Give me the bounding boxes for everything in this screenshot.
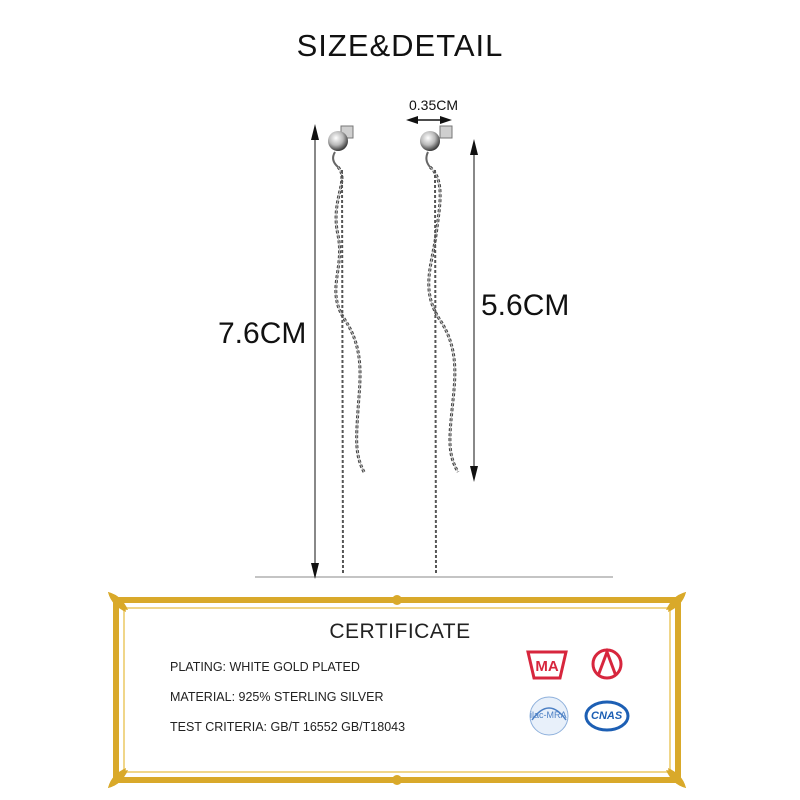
wave-length-label: 5.6CM: [481, 289, 570, 322]
ilac-logo-text: ilac-MRA: [530, 710, 567, 720]
total-length-arrow: [311, 124, 319, 579]
material-line: MATERIAL: 925% STERLING SILVER: [170, 690, 384, 704]
left-earring: [328, 126, 364, 575]
wave-length-arrow: [470, 139, 478, 482]
svg-text:MA: MA: [535, 658, 559, 675]
page-title: SIZE&DETAIL: [296, 28, 504, 63]
total-length-label: 7.6CM: [218, 317, 307, 350]
cnas-logo-text: CNAS: [591, 710, 623, 722]
certificate-title: CERTIFICATE: [329, 620, 471, 643]
test-criteria-line: TEST CRITERIA: GB/T 16552 GB/T18043: [170, 720, 406, 734]
right-earring: [420, 126, 458, 575]
stud-width-arrow: [406, 116, 452, 124]
stud-width-label: 0.35CM: [409, 97, 459, 113]
plating-line: PLATING: WHITE GOLD PLATED: [170, 660, 360, 674]
